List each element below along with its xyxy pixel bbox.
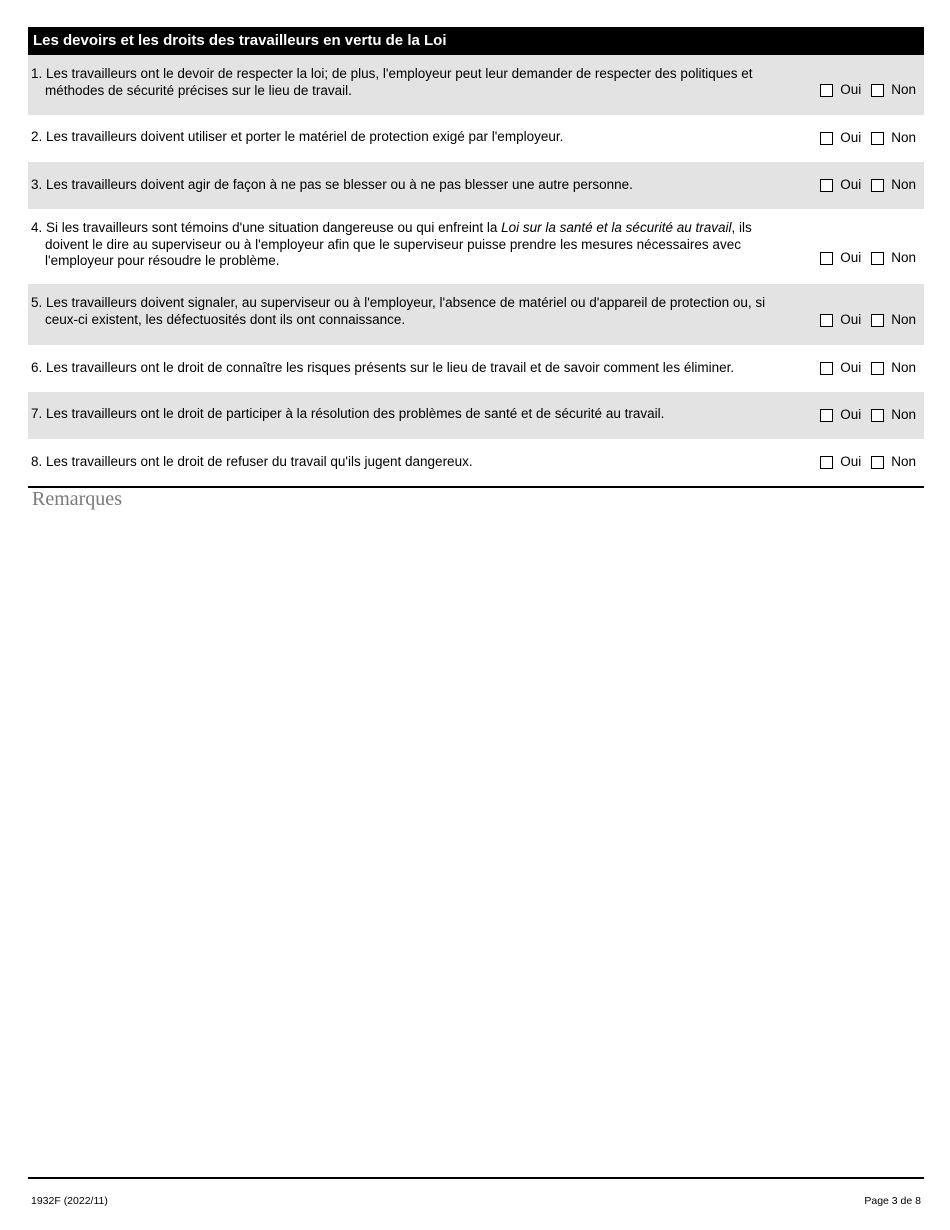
form-code: 1932F (2022/11) <box>31 1195 108 1207</box>
section-title: Les devoirs et les droits des travailleurs en vertu de la Loi <box>28 27 924 55</box>
question-text-7: 7. Les travailleurs ont le droit de participer à la résolution des problèmes de santé et de sécurité au travail. <box>31 406 665 421</box>
section-bottom-rule <box>28 486 924 488</box>
oui-option-5[interactable]: Oui <box>820 312 861 329</box>
question-row-5 <box>28 284 924 345</box>
answer-options-1 <box>820 82 916 99</box>
question-text-3: 3. Les travailleurs doivent agir de façon à ne pas se blesser ou à ne pas blesser une autre personne. <box>31 177 633 192</box>
oui-checkbox-7[interactable] <box>820 409 833 422</box>
non-checkbox-8[interactable] <box>871 456 884 469</box>
non-checkbox-6[interactable] <box>871 362 884 375</box>
non-option-4[interactable]: Non <box>871 250 916 267</box>
non-option-7[interactable]: Non <box>871 407 916 424</box>
question-row-2 <box>28 115 924 162</box>
answer-options-5 <box>820 312 916 329</box>
non-option-8[interactable]: Non <box>871 454 916 471</box>
footer-rule <box>28 1177 924 1179</box>
oui-checkbox-3[interactable] <box>820 179 833 192</box>
answer-options-4 <box>820 250 916 267</box>
non-option-3[interactable]: Non <box>871 177 916 194</box>
question-row-7 <box>28 392 924 439</box>
non-option-5[interactable]: Non <box>871 312 916 329</box>
non-checkbox-1[interactable] <box>871 84 884 97</box>
non-checkbox-5[interactable] <box>871 314 884 327</box>
question-row-3 <box>28 162 924 209</box>
question-row-1 <box>28 55 924 115</box>
oui-option-6[interactable]: Oui <box>820 360 861 377</box>
question-text-2: 2. Les travailleurs doivent utiliser et porter le matériel de protection exigé par l'employeur. <box>31 129 564 144</box>
oui-checkbox-8[interactable] <box>820 456 833 469</box>
duties-rights-section <box>28 27 924 485</box>
oui-option-3[interactable]: Oui <box>820 177 861 194</box>
oui-checkbox-4[interactable] <box>820 252 833 265</box>
question-row-8 <box>28 439 924 485</box>
oui-checkbox-1[interactable] <box>820 84 833 97</box>
question-text-4: 4. Si les travailleurs sont témoins d'une situation dangereuse ou qui enfreint la Loi sur la santé et la sécurité au travail, ils doivent le dire au superviseur ou à l'employeur afin que le superviseur puisse prendre les mesures nécessaires avec l'employeur pour résoudre le problème. <box>31 220 752 268</box>
oui-checkbox-5[interactable] <box>820 314 833 327</box>
question-text-1: 1. Les travailleurs ont le devoir de respecter la loi; de plus, l'employeur peut leur demander de respecter des politiques et méthodes de sécurité précises sur le lieu de travail. <box>31 66 753 98</box>
non-checkbox-3[interactable] <box>871 179 884 192</box>
question-row-4 <box>28 209 924 284</box>
answer-options-8 <box>820 454 916 471</box>
page-number: Page 3 de 8 <box>864 1195 921 1207</box>
oui-option-1[interactable]: Oui <box>820 82 861 99</box>
non-option-6[interactable]: Non <box>871 360 916 377</box>
non-checkbox-2[interactable] <box>871 132 884 145</box>
non-checkbox-4[interactable] <box>871 252 884 265</box>
oui-checkbox-6[interactable] <box>820 362 833 375</box>
question-text-6: 6. Les travailleurs ont le droit de connaître les risques présents sur le lieu de travail et de savoir comment les éliminer. <box>31 360 735 375</box>
answer-options-3 <box>820 177 916 194</box>
question-text-8: 8. Les travailleurs ont le droit de refuser du travail qu'ils jugent dangereux. <box>31 454 473 469</box>
question-row-6 <box>28 345 924 392</box>
oui-option-2[interactable]: Oui <box>820 130 861 147</box>
remarks-label: Remarques <box>32 488 122 510</box>
answer-options-7 <box>820 407 916 424</box>
non-option-1[interactable]: Non <box>871 82 916 99</box>
non-option-2[interactable]: Non <box>871 130 916 147</box>
oui-option-4[interactable]: Oui <box>820 250 861 267</box>
answer-options-2 <box>820 130 916 147</box>
oui-checkbox-2[interactable] <box>820 132 833 145</box>
question-text-5: 5. Les travailleurs doivent signaler, au superviseur ou à l'employeur, l'absence de matériel ou d'appareil de protection ou, si ceux-ci existent, les défectuosités dont ils ont connaissance. <box>31 295 766 327</box>
oui-option-8[interactable]: Oui <box>820 454 861 471</box>
non-checkbox-7[interactable] <box>871 409 884 422</box>
answer-options-6 <box>820 360 916 377</box>
oui-option-7[interactable]: Oui <box>820 407 861 424</box>
